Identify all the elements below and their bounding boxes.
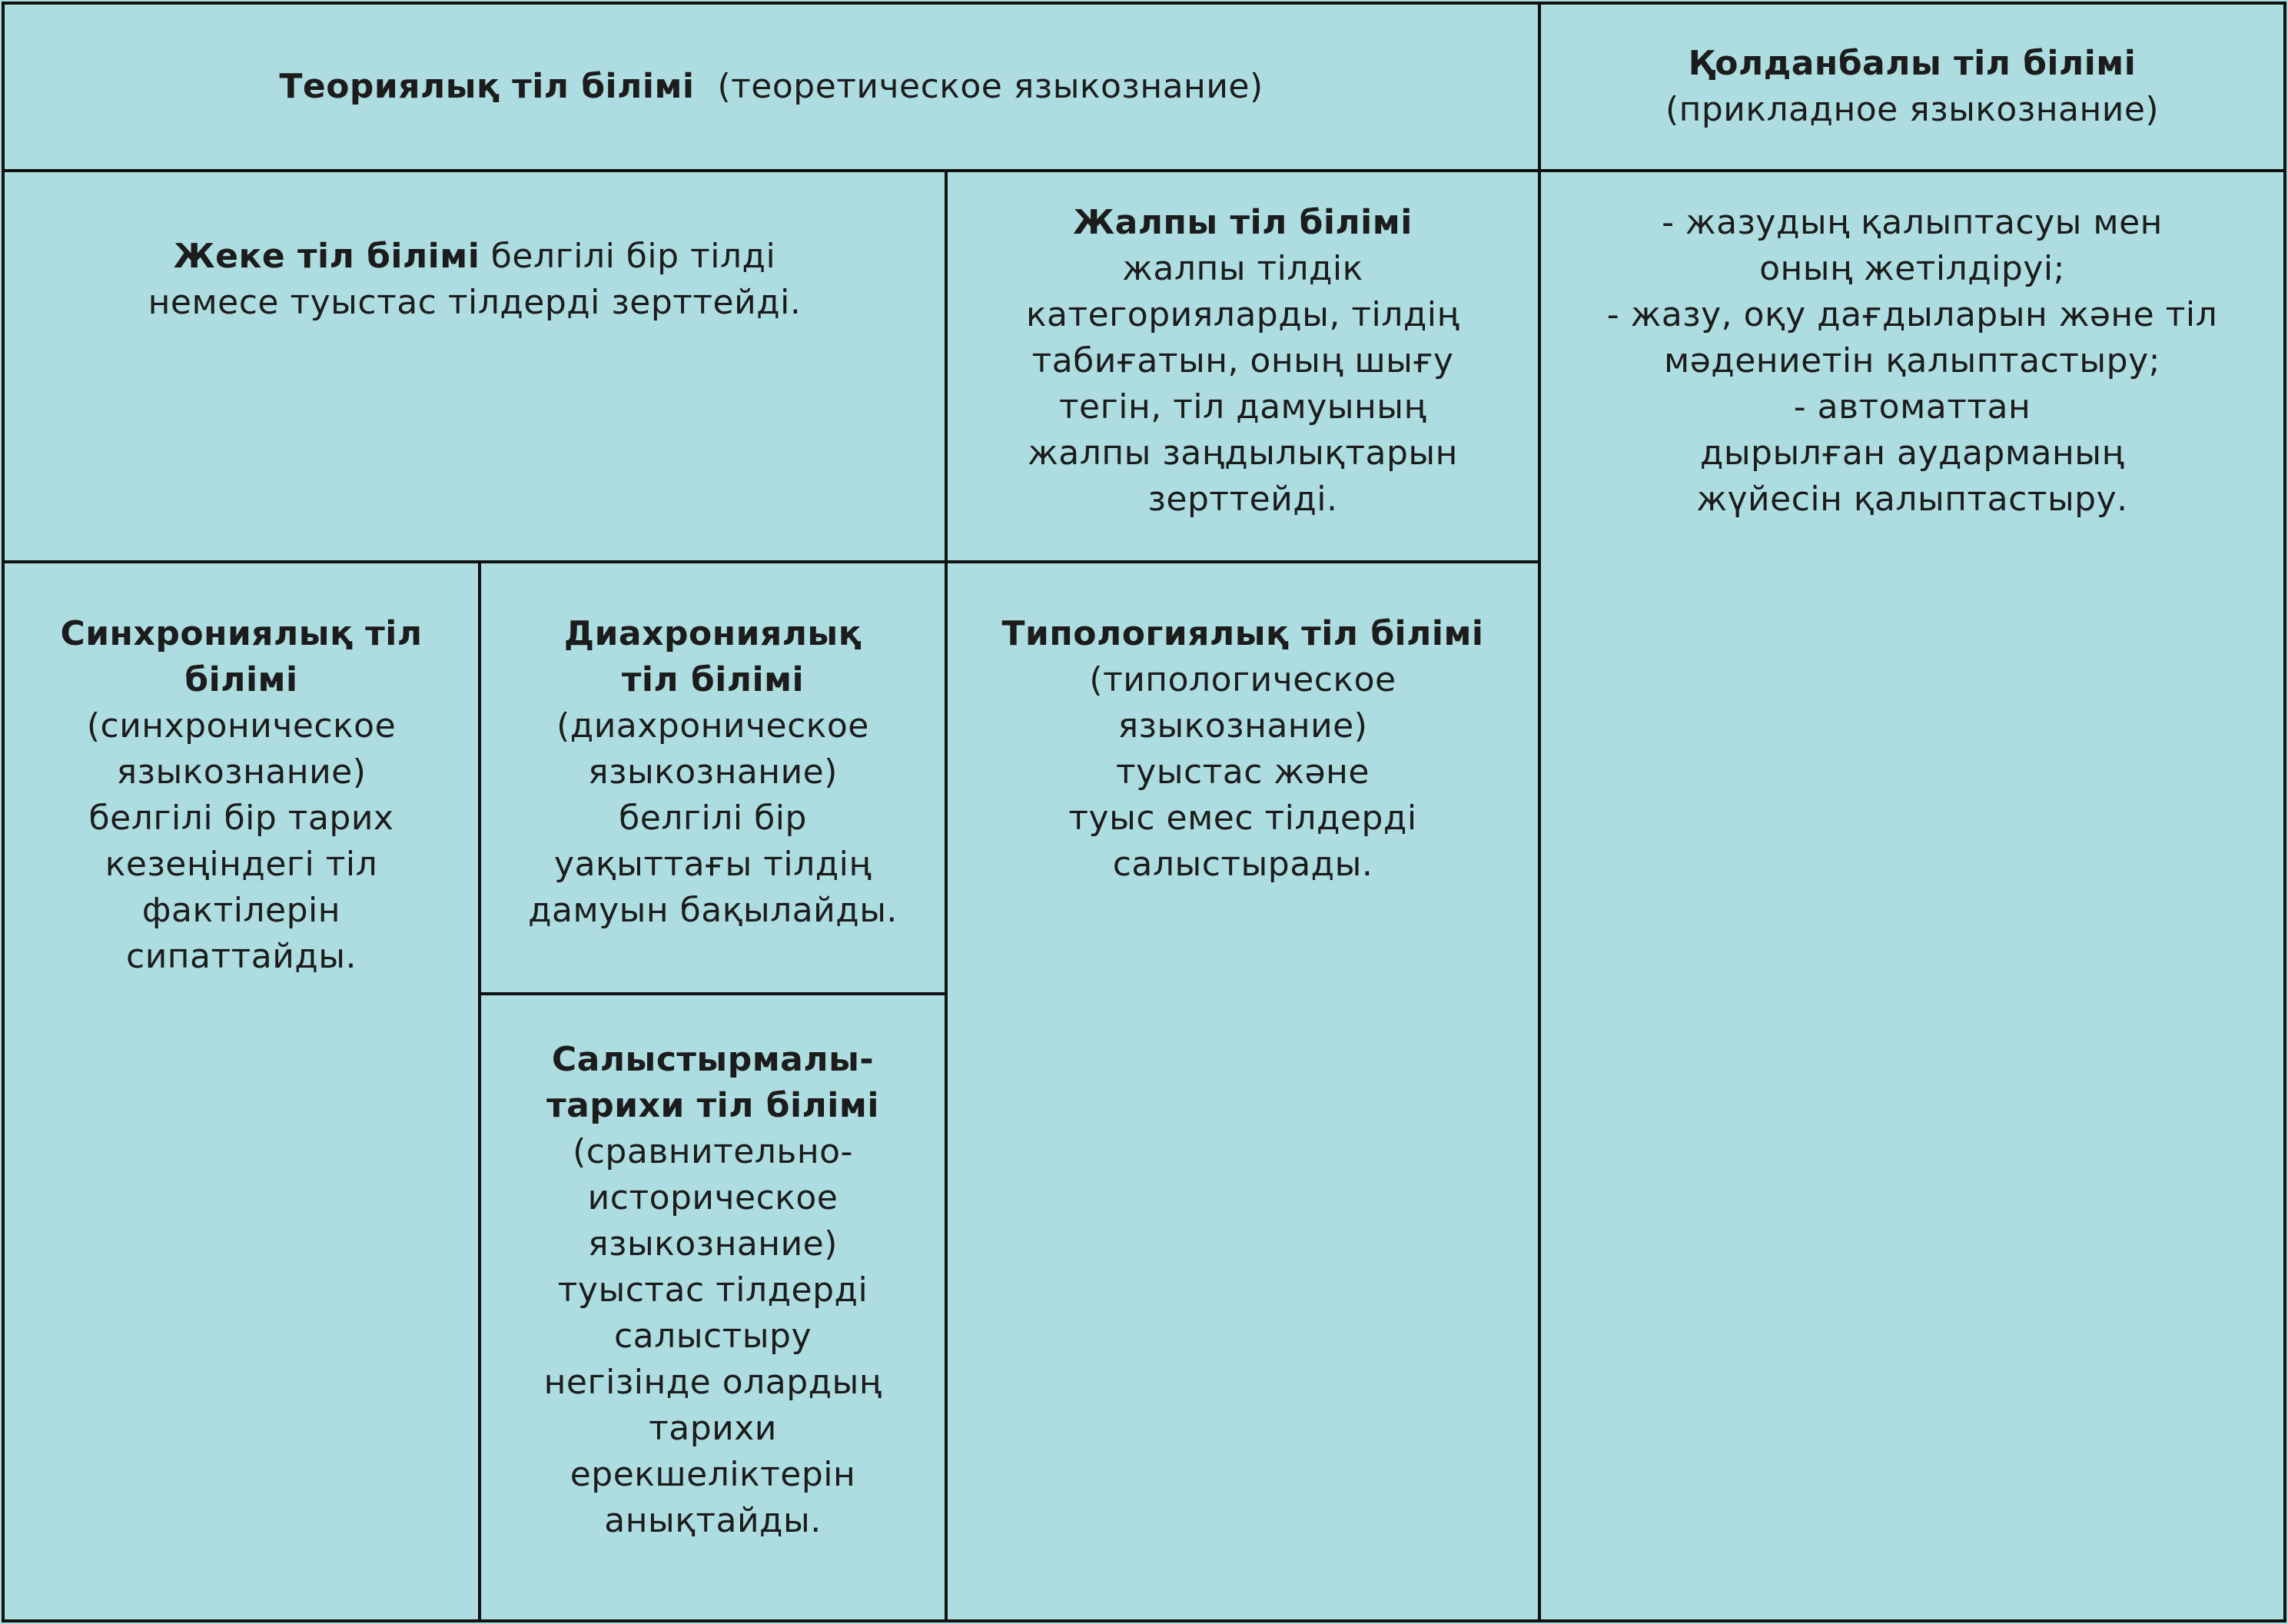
comparative-title-line: Салыстырмалы- (551, 1040, 875, 1079)
comparative-desc-line: анықтайды. (604, 1501, 822, 1540)
typological-desc-line: туыс емес тілдерді (1068, 799, 1417, 838)
comparative-desc-line: тарихи (649, 1409, 777, 1448)
general-desc-line: табиғатын, оның шығу (1031, 341, 1454, 380)
diachronic-linguistics-cell (478, 560, 948, 995)
private-title: Жеке тіл білімі (173, 237, 480, 276)
typological-desc-line: салыстырады. (1112, 845, 1373, 884)
synchronic-desc-line: (синхроническое (86, 706, 397, 746)
typological-desc-line: языкознание) (1117, 706, 1368, 746)
comparative-desc-line: историческое (587, 1178, 838, 1217)
general-desc-line: зерттейді. (1147, 480, 1338, 519)
applied-item-line: жүйесін қалыптастыру. (1696, 480, 2128, 519)
typological-desc-line: (типологическое (1089, 660, 1396, 699)
diachronic-desc-line: дамуын бақылайды. (528, 891, 898, 930)
general-desc-line: тегін, тіл дамуының (1058, 387, 1427, 427)
theoretical-title: Теориялық тіл білімі (279, 67, 695, 106)
private-line-1 (174, 234, 775, 280)
diachronic-desc-line: (диахроническое (556, 706, 869, 746)
applied-item-line: - жазудың қалыптасуы мен (1662, 203, 2163, 242)
private-desc-inline: белгілі бір тілді (490, 237, 776, 276)
synchronic-title-line: Синхрониялық тіл (60, 614, 423, 653)
general-desc-line: жалпы заңдылықтарын (1028, 433, 1458, 473)
typological-title: Типологиялық тіл білімі (1001, 614, 1484, 653)
synchronic-desc-line: кезеңіндегі тіл (105, 845, 378, 884)
applied-item-line: дырылған аударманың (1699, 433, 2125, 473)
synchronic-desc-line: сипаттайды. (126, 937, 357, 976)
comparative-desc-line: салыстыру (613, 1317, 812, 1356)
general-desc-line: жалпы тілдік (1122, 249, 1363, 288)
comparative-historical-linguistics-cell (478, 992, 948, 1622)
applied-linguistics-header (1538, 2, 2286, 172)
synchronic-desc-line: фактілерін (141, 891, 341, 930)
comparative-desc-line: негізінде олардың (543, 1363, 882, 1402)
comparative-desc-line: ерекшеліктерін (570, 1455, 856, 1494)
comparative-desc-line: туыстас тілдерді (557, 1270, 868, 1310)
typological-desc-line: туыстас және (1116, 752, 1370, 792)
applied-item-line: мәдениетін қалыптастыру; (1664, 341, 2160, 380)
synchronic-desc-line: белгілі бір тарих (88, 799, 394, 838)
applied-item-line: оның жетілдіруі; (1759, 249, 2065, 288)
applied-subtitle: (прикладное языкознание) (1665, 90, 2160, 129)
applied-item-line: - жазу, оқу дағдыларын және тіл (1606, 295, 2218, 334)
diachronic-desc-line: белгілі бір (619, 799, 807, 838)
diachronic-desc-line: языкознание) (588, 752, 838, 792)
synchronic-title-line: білімі (184, 660, 298, 699)
typological-linguistics-cell (945, 560, 1541, 1622)
private-linguistics-cell (2, 169, 948, 563)
private-desc-line-2: немесе туыстас тілдерді зерттейді. (148, 283, 802, 322)
general-linguistics-cell (945, 169, 1541, 563)
comparative-title-line: тарихи тіл білімі (546, 1086, 879, 1125)
applied-linguistics-body (1538, 169, 2286, 1622)
diachronic-desc-line: уақыттағы тілдің (554, 845, 872, 884)
general-desc-line: категорияларды, тілдің (1025, 295, 1460, 334)
theoretical-subtitle: (теоретическое языкознание) (717, 67, 1264, 106)
synchronic-desc-line: языкознание) (116, 752, 367, 792)
diachronic-title-line: тіл білімі (621, 660, 805, 699)
general-title: Жалпы тіл білімі (1073, 203, 1413, 242)
applied-title: Қолданбалы тіл білімі (1688, 44, 2137, 83)
theoretical-linguistics-header (2, 2, 1541, 172)
comparative-desc-line: (сравнительно- (573, 1132, 853, 1171)
applied-item-line: - автоматтан (1793, 387, 2031, 427)
diachronic-title-line: Диахрониялық (563, 614, 862, 653)
comparative-desc-line: языкознание) (588, 1224, 838, 1264)
synchronic-linguistics-cell (2, 560, 481, 1622)
